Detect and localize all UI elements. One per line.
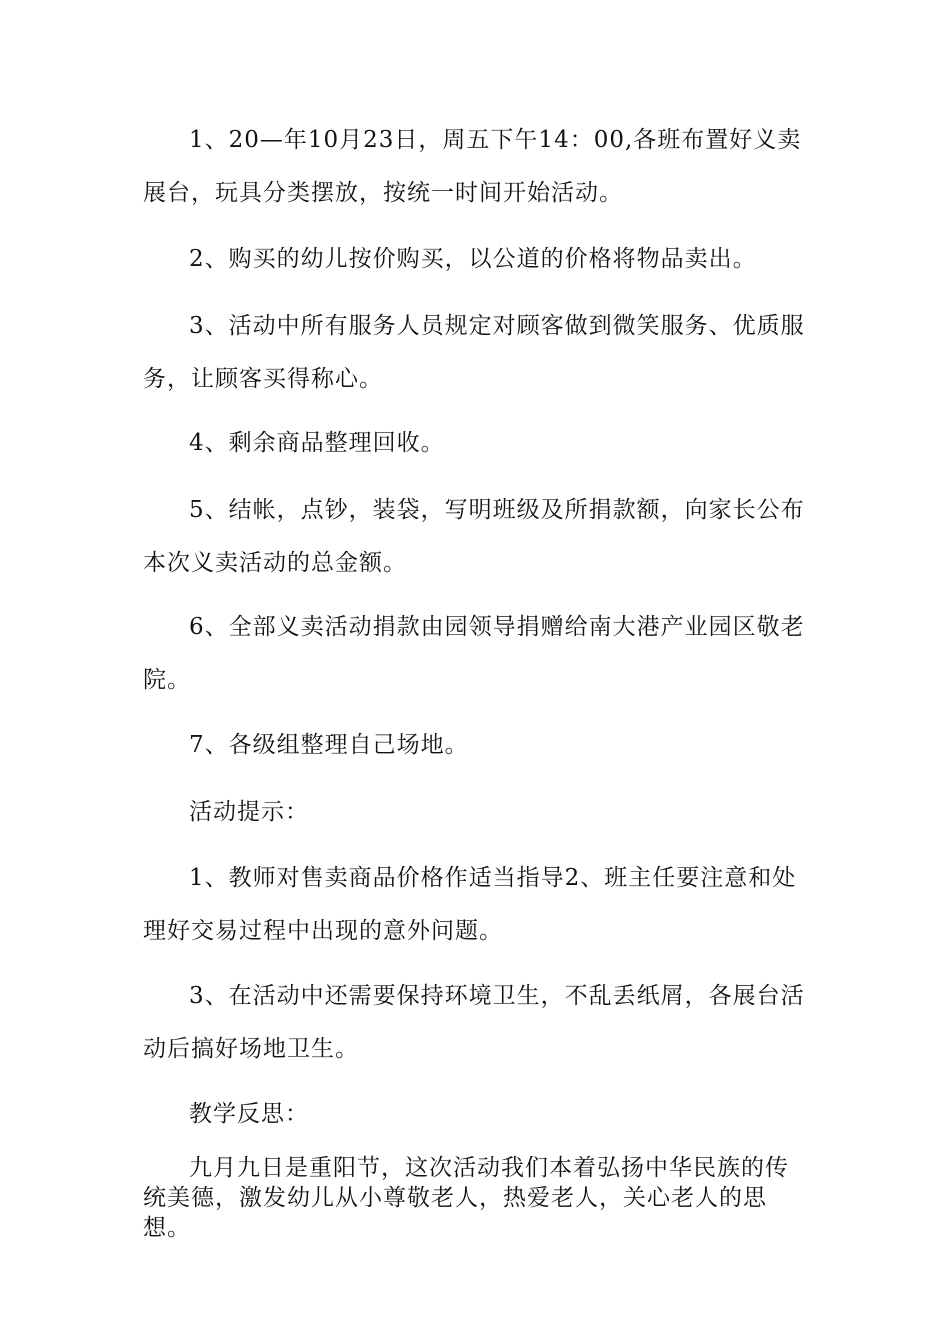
paragraph-step-6: 6、全部义卖活动捐款由园领导捐赠给南大港产业园区敬老院。 <box>143 614 805 693</box>
section-heading-tips: 活动提示： <box>189 799 309 825</box>
paragraph-step-7: 7、各级组整理自己场地。 <box>189 732 469 758</box>
paragraph-step-1: 1、20—年10月23日，周五下午14：00,各班布置好义卖展台，玩具分类摆放，按统一时间开始活动。 <box>143 127 802 206</box>
paragraph-step-3: 3、活动中所有服务人员规定对顾客做到微笑服务、优质服务，让顾客买得称心。 <box>143 313 805 392</box>
paragraph-step-2: 2、购买的幼儿按价购买，以公道的价格将物品卖出。 <box>189 246 757 272</box>
paragraph-step-4: 4、剩余商品整理回收。 <box>189 430 445 456</box>
paragraph-step-5: 5、结帐，点钞，装袋，写明班级及所捐款额，向家长公布本次义卖活动的总金额。 <box>143 497 805 576</box>
section-heading-reflection: 教学反思： <box>189 1101 309 1127</box>
paragraph-tip-1-2: 1、教师对售卖商品价格作适当指导2、班主任要注意和处理好交易过程中出现的意外问题。 <box>143 865 797 944</box>
paragraph-reflection: 九月九日是重阳节，这次活动我们本着弘扬中华民族的传统美德，激发幼儿从小尊敬老人，热爱老人，关心老人的思想。 <box>143 1155 789 1241</box>
paragraph-tip-3: 3、在活动中还需要保持环境卫生，不乱丢纸屑，各展台活动后搞好场地卫生。 <box>143 983 805 1062</box>
